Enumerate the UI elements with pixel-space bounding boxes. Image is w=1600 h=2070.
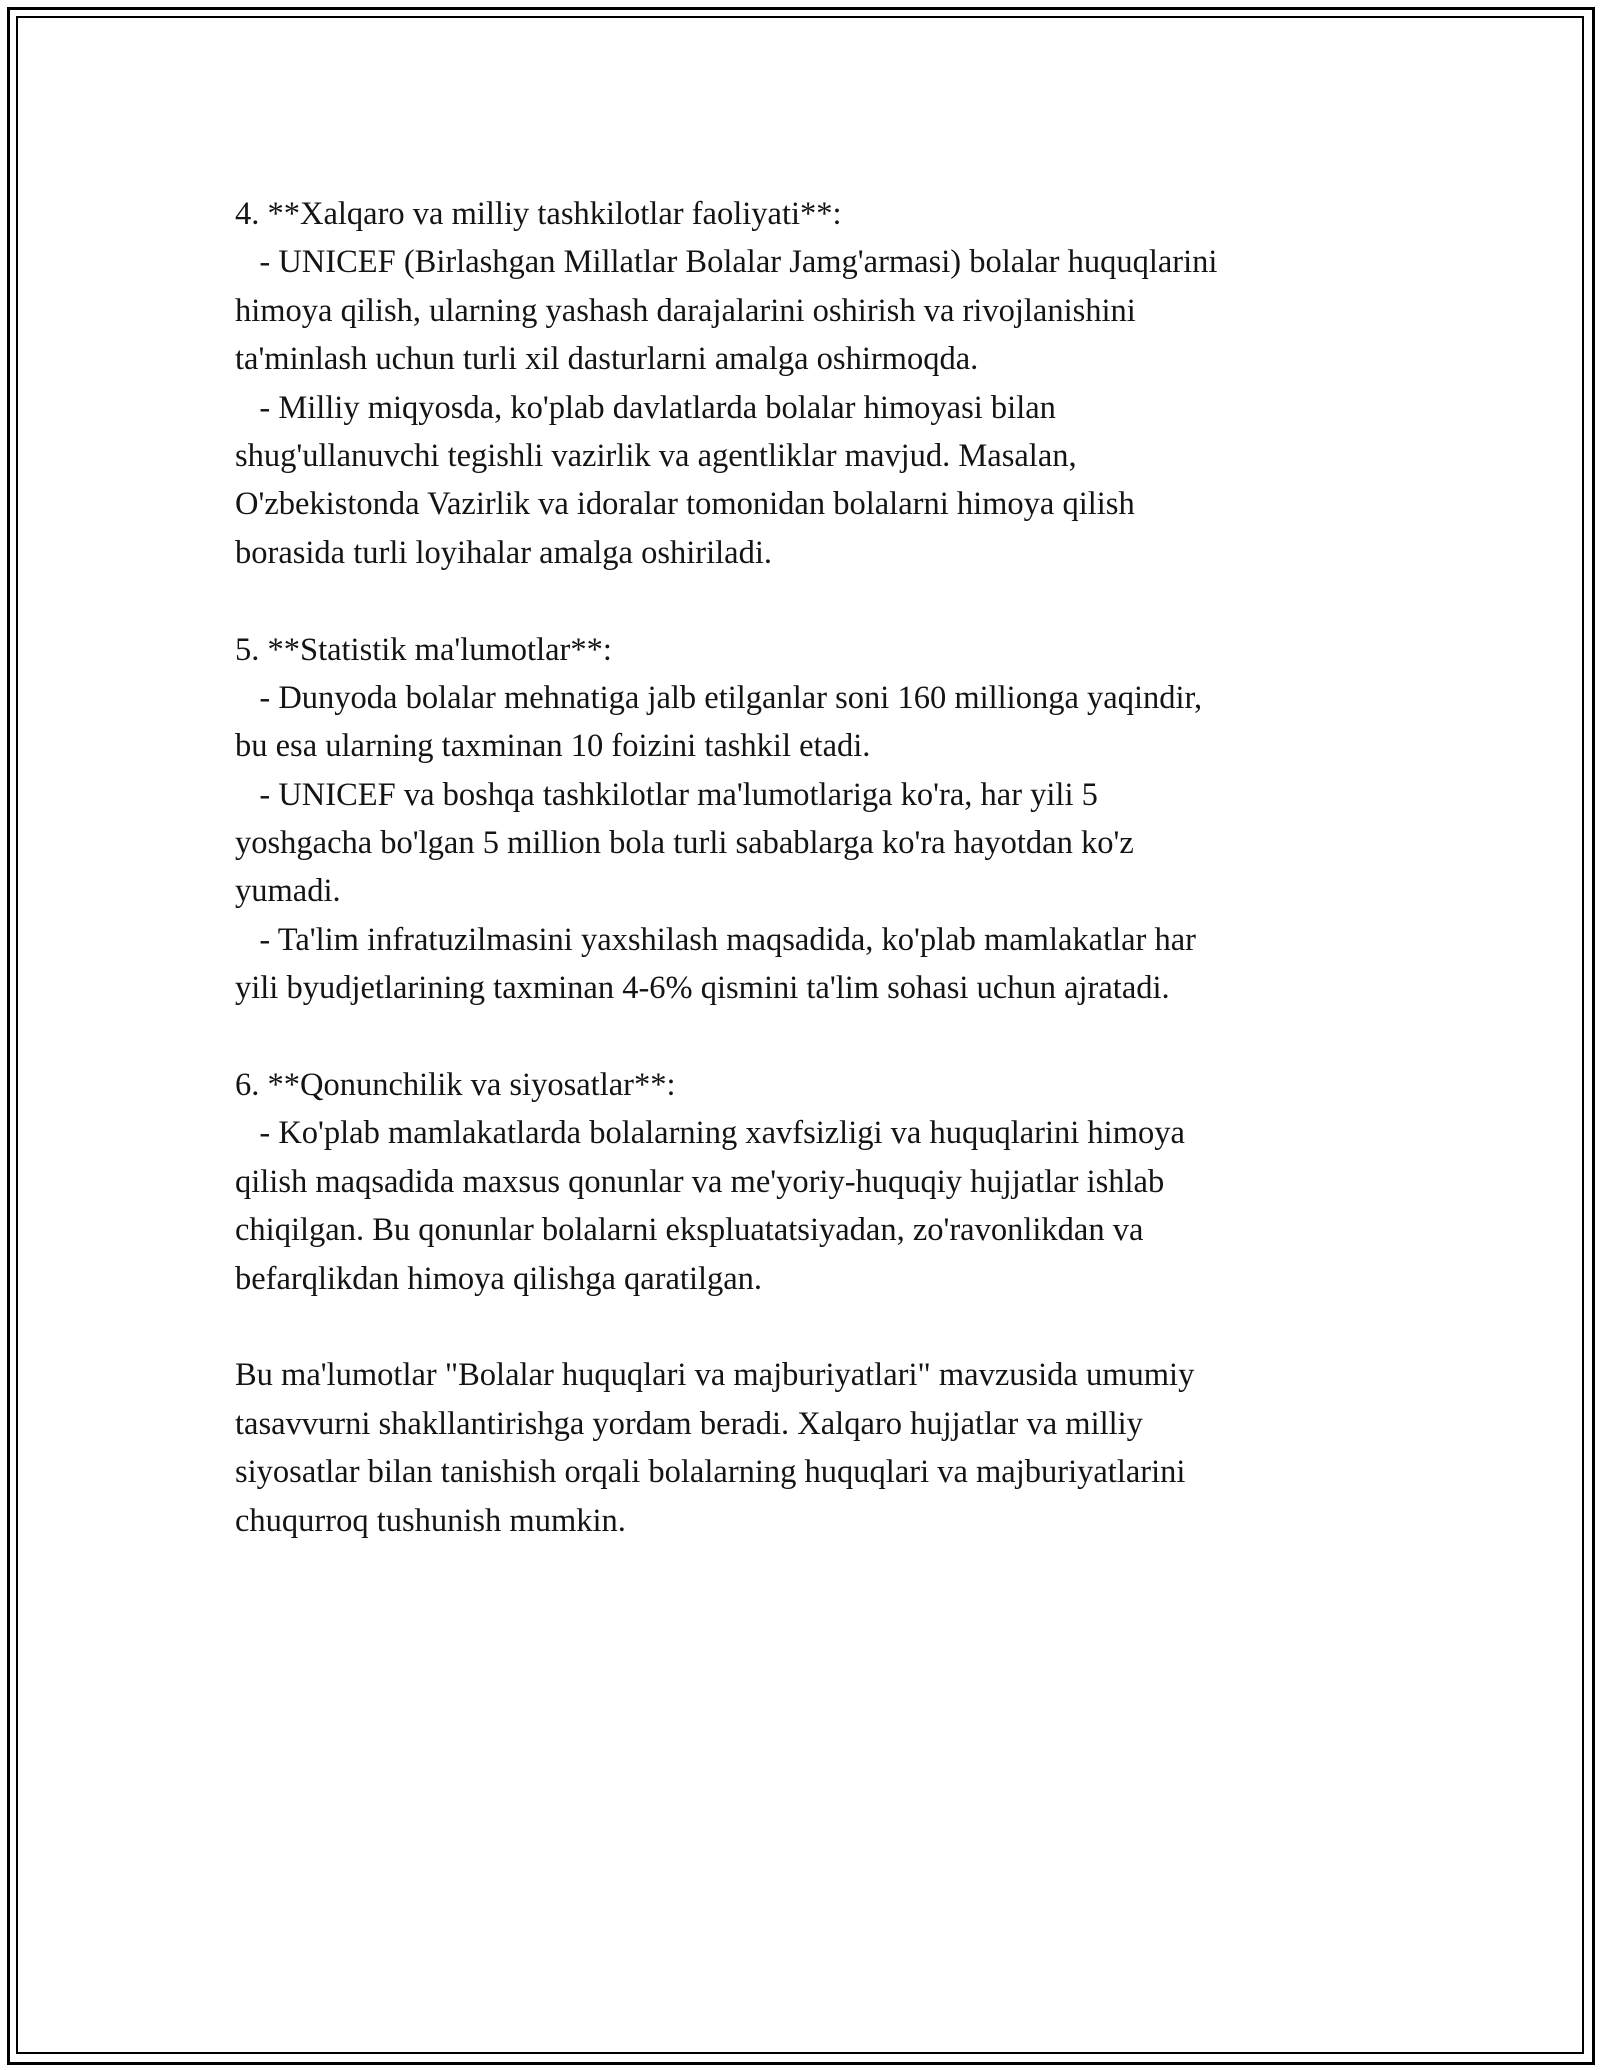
paragraph-line: - UNICEF (Birlashgan Millatlar Bolalar Jamg'armasi) bolalar huquqlarini [235, 244, 1218, 281]
section-statistics [235, 626, 1385, 1013]
blank-line [235, 577, 1385, 625]
section-heading: 5. **Statistik ma'lumotlar**: [235, 631, 612, 668]
paragraph-line: O'zbekistonda Vazirlik va idoralar tomonidan bolalarni himoya qilish [235, 486, 1135, 523]
paragraph-line: yili byudjetlarining taxminan 4-6% qismini ta'lim sohasi uchun ajratadi. [235, 970, 1170, 1007]
section-heading: 4. **Xalqaro va milliy tashkilotlar faoliyati**: [235, 196, 842, 232]
section-legislation [235, 1061, 1385, 1303]
section-heading: 6. **Qonunchilik va siyosatlar**: [235, 1067, 676, 1104]
paragraph-line: siyosatlar bilan tanishish orqali bolalarning huquqlari va majburiyatlarini [235, 1454, 1186, 1491]
paragraph-line: chuqurroq tushunish mumkin. [235, 1502, 626, 1539]
paragraph-line: - UNICEF va boshqa tashkilotlar ma'lumotlariga ko'ra, har yili 5 [235, 776, 1098, 813]
paragraph-line: Bu ma'lumotlar "Bolalar huquqlari va majburiyatlari" mavzusida umumiy [235, 1357, 1195, 1394]
paragraph-line: ta'minlash uchun turli xil dasturlarni amalga oshirmoqda. [235, 341, 979, 378]
paragraph-line: tasavvurni shakllantirishga yordam beradi. Xalqaro hujjatlar va milliy [235, 1405, 1143, 1442]
section-conclusion [235, 1351, 1385, 1545]
section-international-organizations [235, 190, 1385, 577]
paragraph-line: befarqlikdan himoya qilishga qaratilgan. [235, 1260, 763, 1297]
paragraph-line: - Milliy miqyosda, ko'plab davlatlarda bolalar himoyasi bilan [235, 389, 1056, 426]
paragraph-line: bu esa ularning taxminan 10 foizini tashkil etadi. [235, 728, 871, 765]
paragraph-line: shug'ullanuvchi tegishli vazirlik va agentliklar mavjud. Masalan, [235, 437, 1077, 474]
paragraph-line: qilish maqsadida maxsus qonunlar va me'yoriy-huquqiy hujjatlar ishlab [235, 1163, 1165, 1200]
paragraph-line: yoshgacha bo'lgan 5 million bola turli sabablarga ko'ra hayotdan ko'z [235, 825, 1134, 862]
blank-line [235, 1013, 1385, 1061]
blank-line [235, 1303, 1385, 1351]
document-body [235, 190, 1385, 1545]
paragraph-line: yumadi. [235, 873, 341, 910]
paragraph-line: - Dunyoda bolalar mehnatiga jalb etilganlar soni 160 millionga yaqindir, [235, 679, 1203, 716]
paragraph-line: himoya qilish, ularning yashash darajalarini oshirish va rivojlanishini [235, 292, 1136, 329]
paragraph-line: - Ta'lim infratuzilmasini yaxshilash maqsadida, ko'plab mamlakatlar har [235, 921, 1197, 958]
paragraph-line: - Ko'plab mamlakatlarda bolalarning xavfsizligi va huquqlarini himoya [235, 1115, 1185, 1152]
paragraph-line: borasida turli loyihalar amalga oshiriladi. [235, 534, 772, 571]
paragraph-line: chiqilgan. Bu qonunlar bolalarni ekspluatatsiyadan, zo'ravonlikdan va [235, 1212, 1144, 1249]
